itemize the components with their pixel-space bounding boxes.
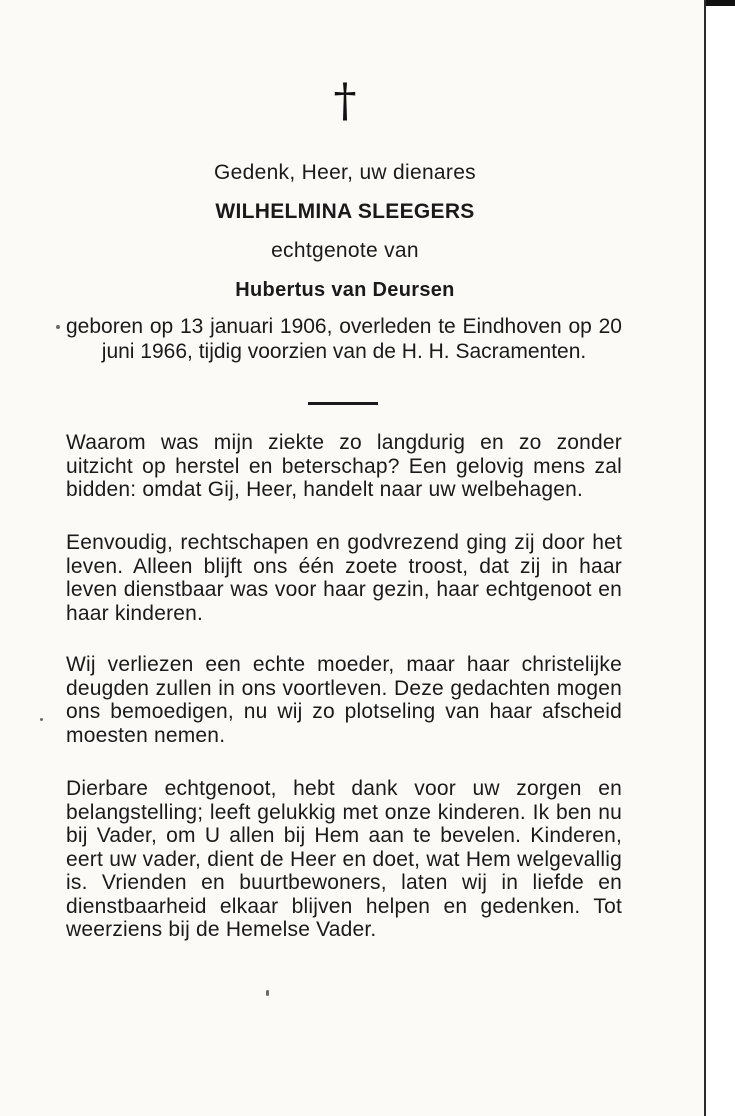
paper-speck (56, 325, 60, 329)
paragraph-4: Dierbare echtgenoot, hebt dank voor uw zorgen en belangstelling; leeft gelukkig met onze kinderen. Ik ben nu bij Vader, om U allen bij Hem aan te bevelen. Kinderen, eert uw vader, dient de Heer en doet, wat Hem welgevallig is. Vrienden en buurtbewoners, laten wij in liefde en dienstbaarheid elkaar blijven helpen en gedenken. Tot weerziens bij de Hemelse Vader. (66, 777, 622, 941)
deceased-name: WILHELMINA SLEEGERS (215, 200, 475, 223)
spouse-intro: echtgenote van (271, 239, 419, 262)
scan-edge-mark (706, 0, 735, 6)
divider (308, 402, 378, 405)
paragraph-2: Eenvoudig, rechtschapen en godvrezend ging zij door het leven. Alleen blijft ons één zoete troost, dat zij in haar leven dienstbaar was voor haar gezin, haar echtgenoot en haar kinderen. (66, 531, 622, 625)
spouse-name: Hubertus van Deursen (235, 279, 455, 301)
remember-line: Gedenk, Heer, uw dienares (214, 161, 476, 184)
birth-death-text: geboren op 13 januari 1906, overleden te Eindhoven op 20 juni 1966, tijdig voorzien van de H. H. Sacramenten. (66, 315, 622, 363)
paragraph-1: Waarom was mijn ziekte zo langdurig en zo zonder uitzicht op herstel en beterschap? Een gelovig mens zal bidden: omdat Gij, Heer, handelt naar uw welbehagen. (66, 431, 622, 501)
paper-speck (40, 718, 43, 721)
paper-speck (266, 990, 269, 996)
paragraph-3: Wij verliezen een echte moeder, maar haar christelijke deugden zullen in ons voortleven. Deze gedachten mogen ons bemoedigen, nu wij zo plotseling van haar afscheid moesten nemen. (66, 653, 622, 747)
cross-icon: † (333, 73, 357, 127)
card-edge-line (704, 0, 706, 1116)
card-edge-background (705, 0, 735, 1116)
